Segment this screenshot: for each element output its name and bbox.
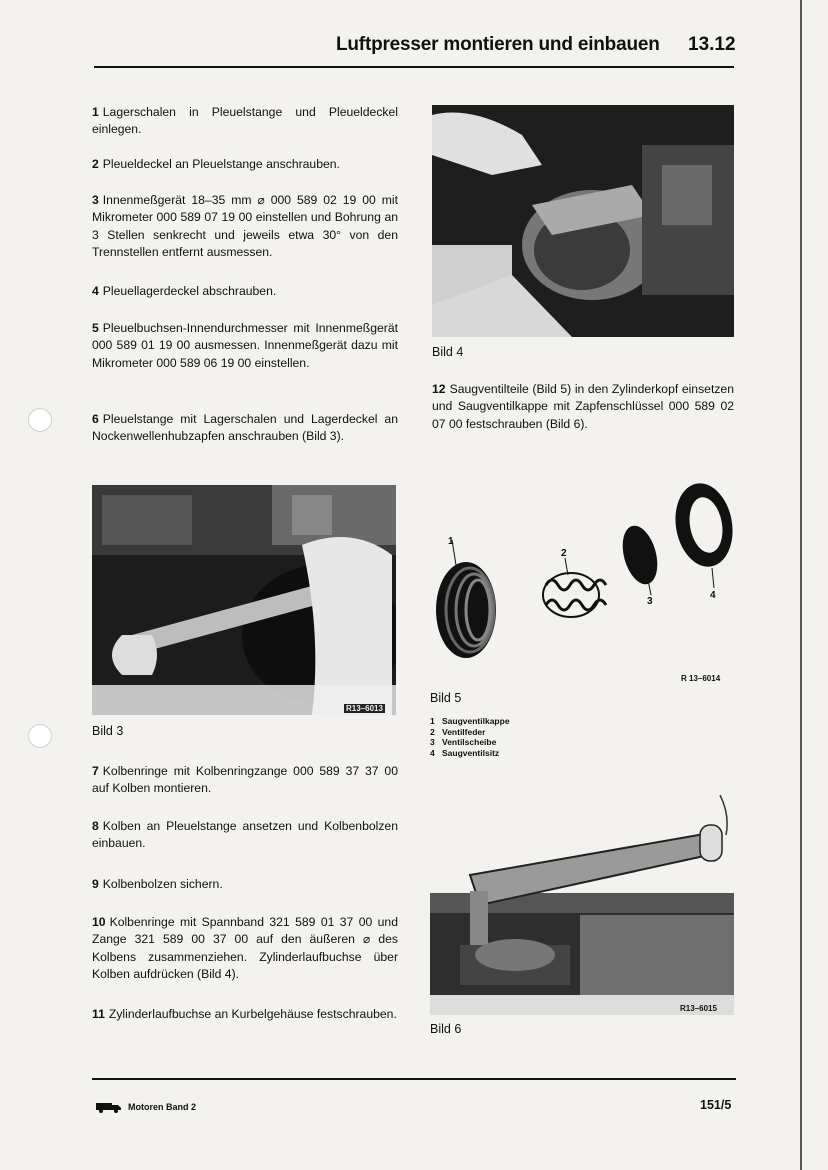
step-10: 10 Kolbenringe mit Spannband 321 589 01 37 00 und Zange 321 589 00 37 00 auf den äußeren ⌀ des Kolbens zusammenziehen. Zylinderlaufbuchse über Kolben aufdrücken (Bild 4).: [92, 915, 398, 981]
figure-code: R 13–6014: [681, 674, 721, 683]
figure-bild4-photo: [432, 105, 734, 337]
figure-caption-bild6: Bild 6: [430, 1022, 462, 1036]
step-2: 2 Pleueldeckel an Pleuelstange anschrauben.: [92, 157, 340, 171]
step-12: 12 Saugventilteile (Bild 5) in den Zylinderkopf einsetzen und Saugventilkappe mit Zapfenschlüssel 000 589 02 07 00 festschrauben (Bild 6).: [432, 382, 734, 431]
callout-4: 4: [710, 590, 716, 601]
legend-item: 3 Ventilscheibe: [430, 737, 497, 747]
punch-hole: [28, 408, 52, 432]
figure-bild5-drawing: [426, 480, 736, 685]
step-9: 9 Kolbenbolzen sichern.: [92, 877, 223, 891]
cylinder-liner-illustration: [432, 105, 734, 337]
step-1: 1 Lagerschalen in Pleuelstange und Pleueldeckel einlegen.: [92, 105, 398, 137]
callout-2: 2: [561, 548, 567, 559]
manual-title: Motoren Band 2: [128, 1102, 197, 1112]
socket-wrench-illustration: [430, 795, 734, 1015]
suction-valve-parts-illustration: [426, 480, 736, 685]
step-5: 5 Pleuelbuchsen-Innendurchmesser mit Innenmeßgerät 000 589 01 19 00 ausmessen. Innenmeßgerät dazu mit Mikrometer 000 589 06 19 00 einstellen.: [92, 321, 398, 370]
wrench-on-engine-illustration: [92, 485, 396, 715]
figure-code: R13–6013: [346, 704, 383, 713]
step-4: 4 Pleuellagerdeckel abschrauben.: [92, 284, 277, 298]
section-number: 13.12: [688, 34, 736, 55]
header-rule: [94, 66, 734, 68]
figure-legend-bild5: [430, 716, 510, 758]
step-6: 6 Pleuelstange mit Lagerschalen und Lagerdeckel an Nockenwellenhubzapfen anschrauben (Bild 3).: [92, 412, 398, 444]
footer-left: [96, 1101, 196, 1113]
step-11: 11 Zylinderlaufbuchse an Kurbelgehäuse festschrauben.: [92, 1007, 397, 1021]
step-3: 3 Innenmeßgerät 18–35 mm ⌀ 000 589 02 19 00 mit Mikrometer 000 589 07 19 00 einstellen und Bohrung an 3 Stellen senkrecht und jeweils etwa 30° von den Trennstellen entfernt ausmessen.: [92, 193, 398, 259]
figure-caption-bild4: Bild 4: [432, 345, 464, 359]
footer-rule: [92, 1078, 736, 1080]
step-7: 7 Kolbenringe mit Kolbenringzange 000 589 37 37 00 auf Kolben montieren.: [92, 764, 398, 796]
callout-3: 3: [647, 596, 653, 607]
step-8: 8 Kolben an Pleuelstange ansetzen und Kolbenbolzen einbauen.: [92, 819, 398, 851]
figure-caption-bild5: Bild 5: [430, 691, 462, 705]
figure-code: R13–6015: [680, 1004, 717, 1013]
legend-item: 4 Saugventilsitz: [430, 747, 500, 758]
figure-bild6-photo: [430, 795, 734, 1015]
page-title: Luftpresser montieren und einbauen: [336, 34, 660, 55]
punch-hole: [28, 724, 52, 748]
legend-item: 1 Saugventilkappe: [430, 716, 510, 726]
truck-icon: [96, 1101, 122, 1113]
legend-item: 2 Ventilfeder: [430, 726, 486, 737]
page-edge-line: [800, 0, 802, 1170]
page-number: 151/5: [700, 1098, 732, 1112]
figure-bild3-photo: [92, 485, 396, 715]
figure-caption-bild3: Bild 3: [92, 724, 124, 738]
callout-1: 1: [448, 536, 454, 547]
